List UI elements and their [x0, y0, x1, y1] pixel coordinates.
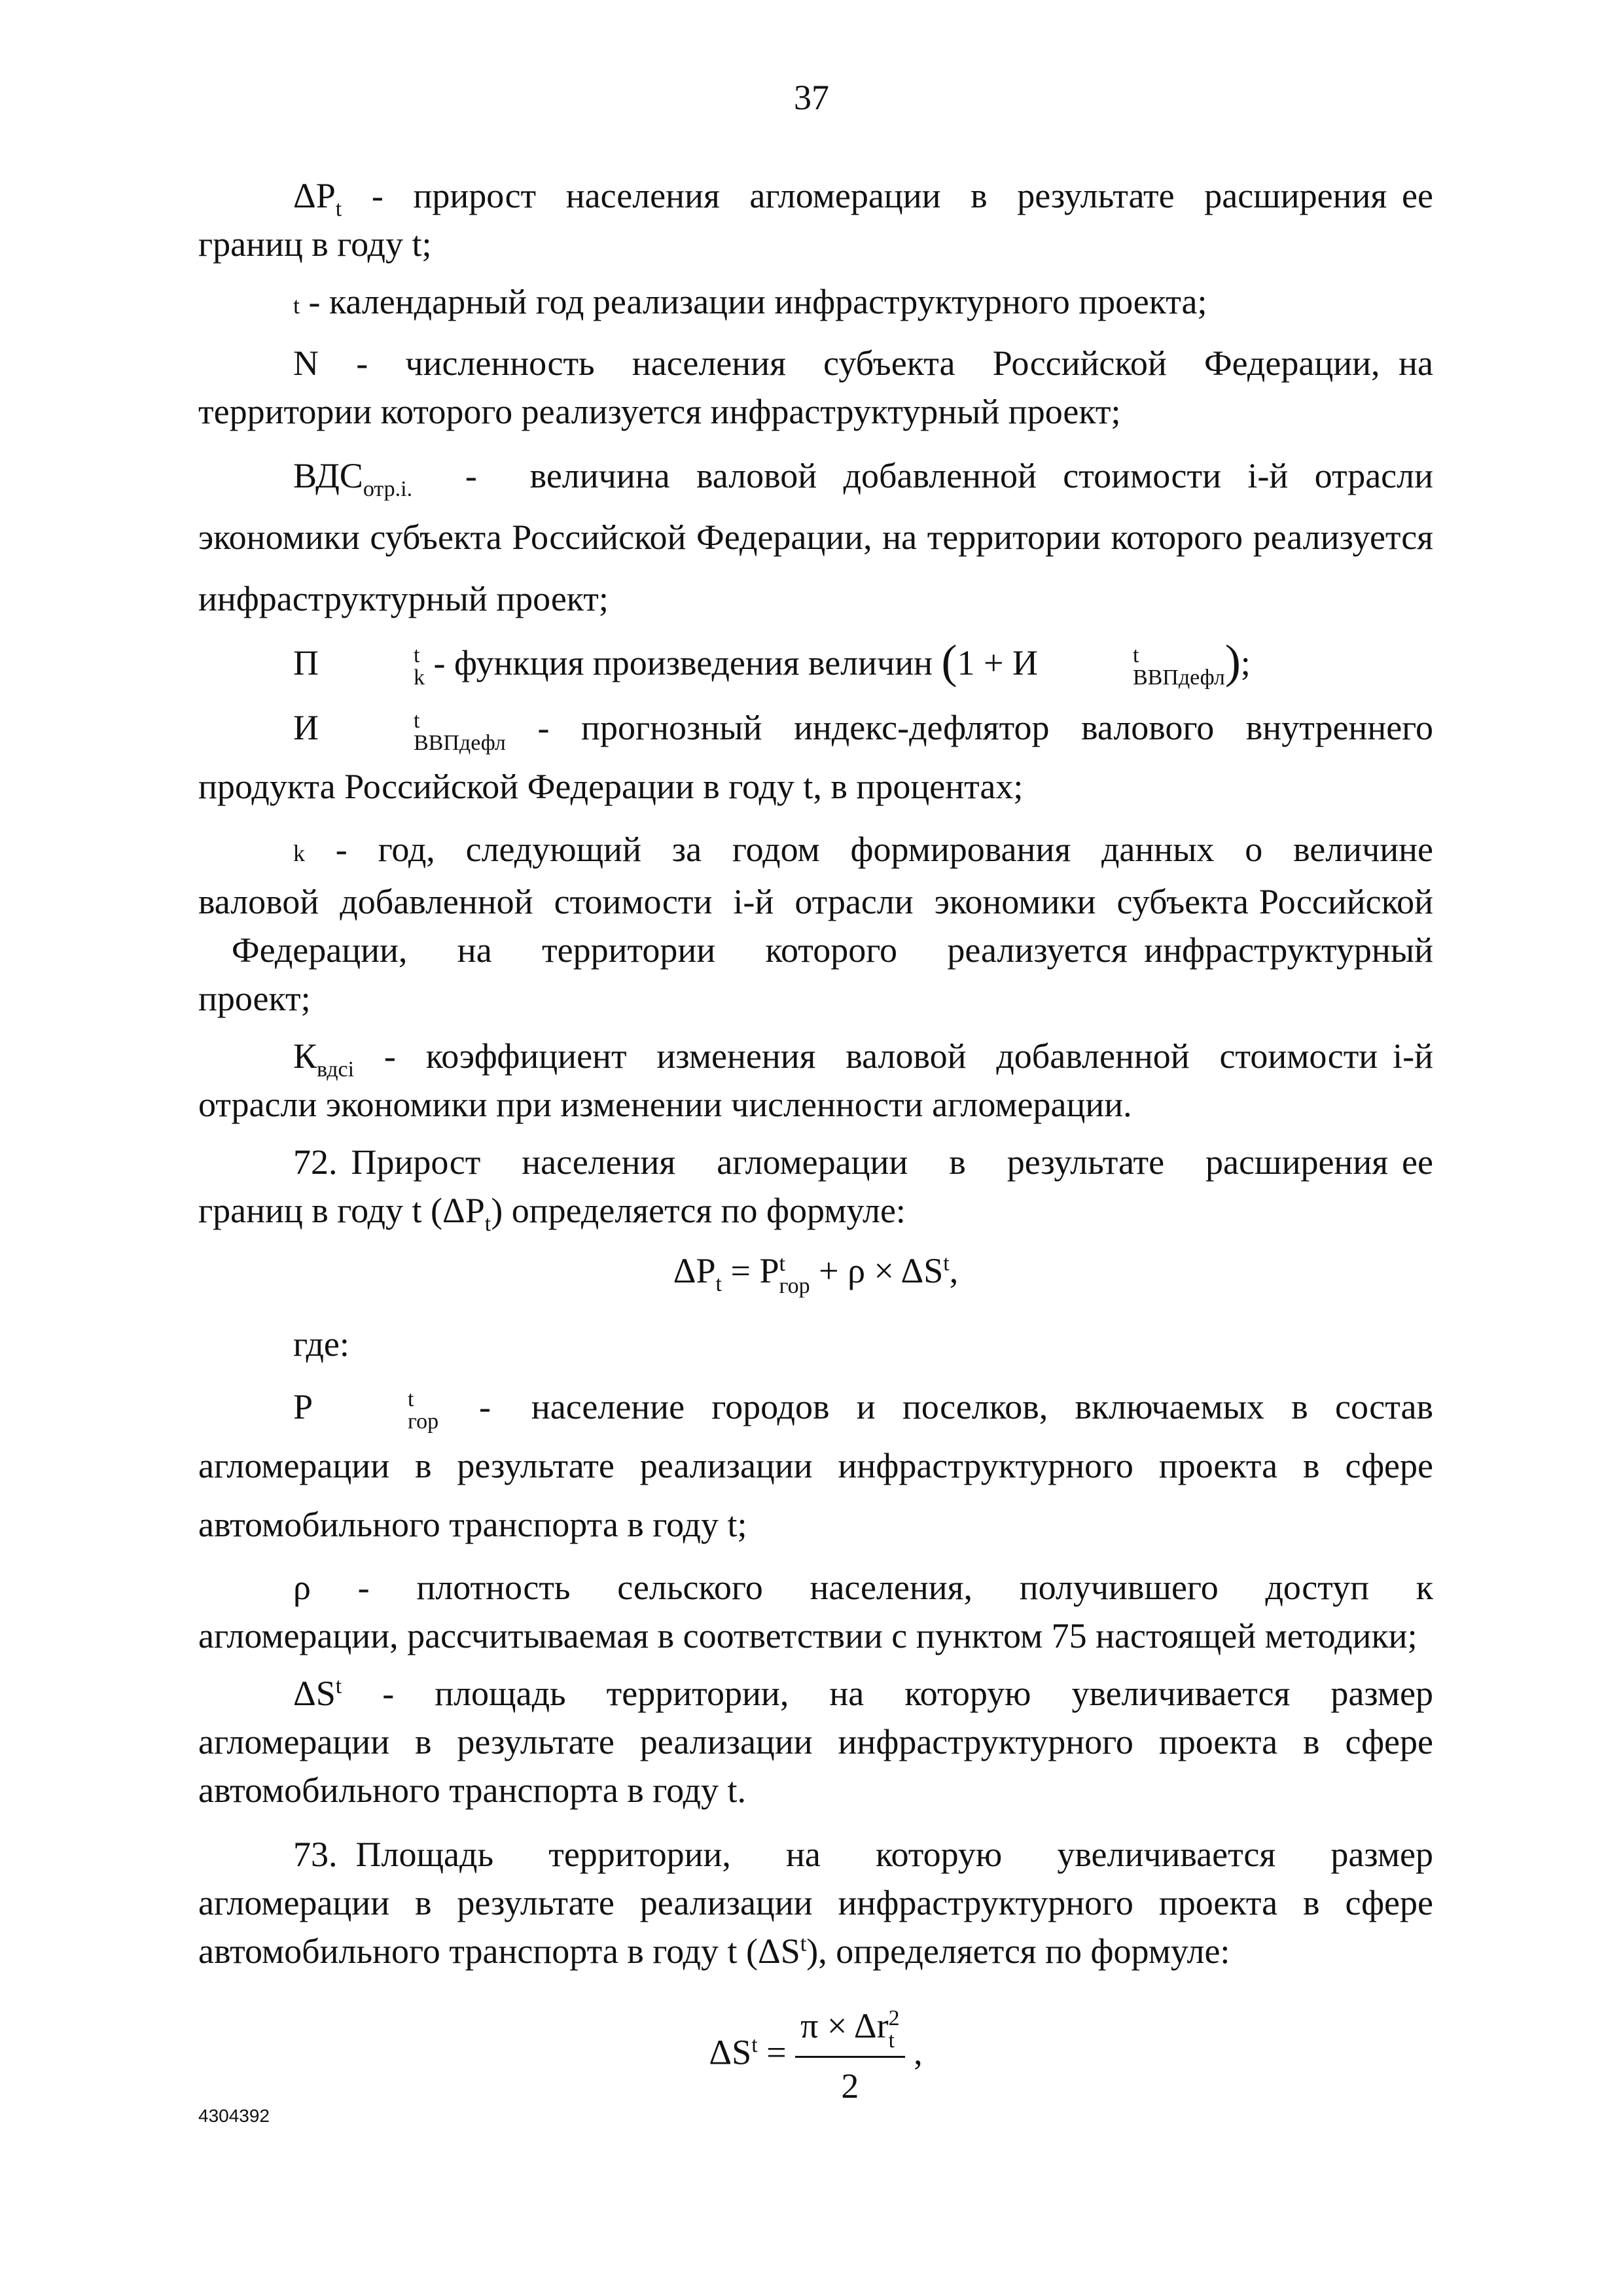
- paragraph-n: N - численность населения субъекта Российской Федерации, на территории которого реализуется инфраструктурный проект;: [198, 344, 1433, 431]
- paragraph-t: t - календарный год реализации инфраструктурного проекта;: [293, 282, 1207, 321]
- formula-delta-s: $\Delta S^t$ = π × Δr 2 t 2 ,: [198, 2002, 1433, 2110]
- paragraph-73: 73. Площадь территории, на которую увеличивается размер агломерации в результате реализации инфраструктурного проекта в сфере автомобильного транспорта в году t $(\Delta S^t)$, определяется по формуле:: [198, 1834, 1433, 1971]
- paragraph-deflator: И t ВВПдефл - прогнозный индекс-дефлятор валового внутреннего продукта Российской Федерации в году t, в процентах;: [198, 708, 1433, 807]
- paragraph-rho: ρ - плотность сельского населения, получившего доступ к агломерации, рассчитываемая в соответствии с пунктом 75 настоящей методики;: [198, 1567, 1433, 1655]
- page-number: 37: [794, 78, 829, 117]
- paragraph-vds: $ВДС_{отр.i.}$ - величина валовой добавленной стоимости i-й отрасли экономики субъекта Российской Федерации, на территории которого реализуется инфраструктурный проект;: [198, 456, 1433, 618]
- document-body: [198, 171, 1433, 2132]
- formula-delta-pt: $\Delta P_t = P$ t гор + $\rho \times \Delta S^t$,: [673, 1251, 959, 1298]
- paragraph-delta-pt: $\Delta P_t$ - прирост населения агломерации в результате расширения ее границ в году t;: [198, 176, 1433, 264]
- paragraph-p-gor: P t гор - население городов и поселков, включаемых в состав агломерации в результате реализации инфраструктурного проекта в сфере автомобильного транспорта в году t;: [198, 1386, 1433, 1544]
- where-label: где:: [293, 1324, 349, 1364]
- document-id: 4304392: [198, 2106, 270, 2126]
- paragraph-pk: П t k - функция произведения величин (1 + И t ВВПдефл );: [293, 635, 1251, 690]
- paragraph-delta-s: $\Delta S^t$ - площадь территории, на которую увеличивается размер агломерации в результате реализации инфраструктурного проекта в сфере автомобильного транспорта в году t.: [198, 1673, 1433, 1810]
- paragraph-72: 72. Прирост населения агломерации в результате расширения ее границ в году t $(\Delta P_t)$ определяется по формуле:: [198, 1142, 1433, 1237]
- paragraph-kvds: $К_{вдсi}$ - коэффициент изменения валовой добавленной стоимости i-й отрасли экономики при изменении численности агломерации.: [198, 1036, 1433, 1125]
- paragraph-k: k - год, следующий за годом формирования данных о величине валовой добавленной стоимости i-й отрасли экономики субъекта Российской Федерации, на территории которого реализуется инфраструктурный проект;: [198, 830, 1433, 1019]
